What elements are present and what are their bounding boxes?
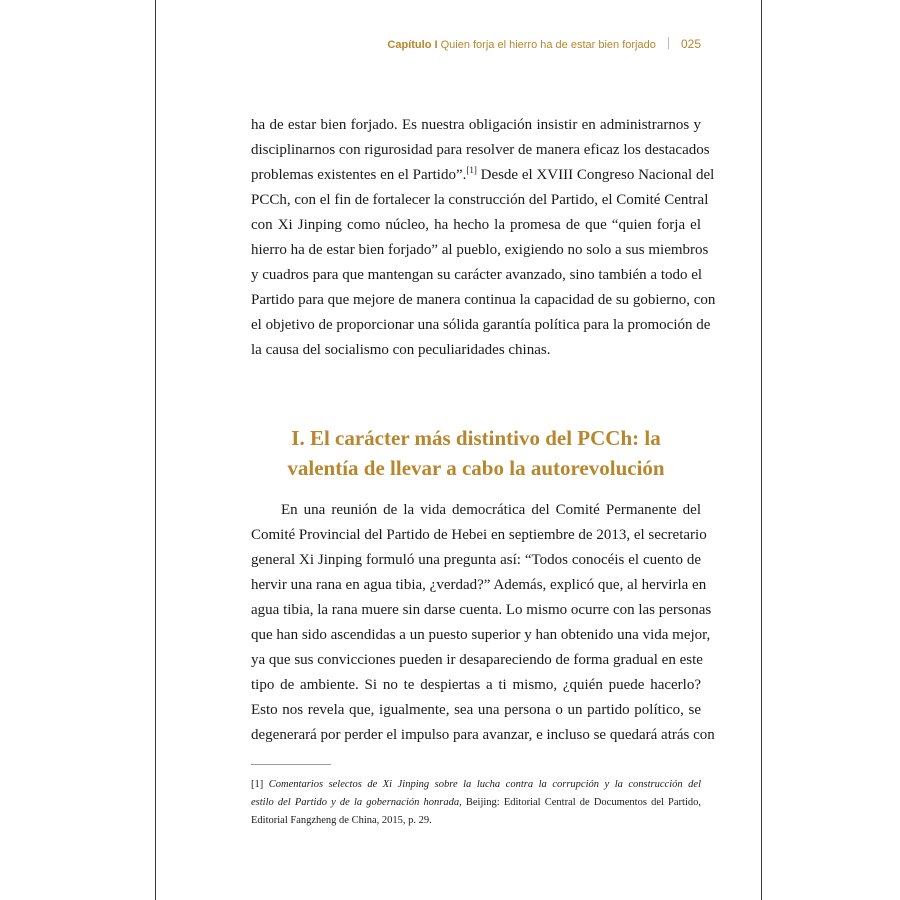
text-line: con Xi Jinping como núcleo, ha hecho la promesa de que “quien forja el: [251, 217, 701, 233]
text-line: Comité Provincial del Partido de Hebei en septiembre de 2013, el secretario: [251, 527, 707, 543]
text-line: degenerará por perder el impulso para avanzar, e incluso se quedará atrás con: [251, 727, 715, 743]
text-line: que han sido ascendidas a un puesto superior y han obtenido una vida mejor,: [251, 627, 711, 643]
chapter-title: Quien forja el hierro ha de estar bien forjado: [440, 39, 656, 51]
header-divider: [668, 37, 669, 49]
footnote-title-cont: estilo del Partido y de la gobernación honrada: [251, 797, 460, 808]
footnote-line: [251, 776, 701, 794]
footnote: [251, 776, 701, 830]
footnote-line: [251, 794, 701, 812]
text-line: tipo de ambiente. Si no te despiertas a ti mismo, ¿quién puede hacerlo?: [251, 677, 701, 693]
running-header: [387, 37, 701, 51]
paragraph-2: [251, 498, 715, 748]
text-line: agua tibia, la rana muere sin darse cuenta. Lo mismo ocurre con las personas: [251, 602, 712, 618]
text-line: Esto nos revela que, igualmente, sea una persona o un partido político, se: [251, 702, 701, 718]
text-line: PCCh, con el fin de fortalecer la construcción del Partido, el Comité Central: [251, 192, 709, 208]
text-line: y cuadros para que mantengan su carácter avanzado, sino también a todo el: [251, 267, 703, 283]
heading-line: valentía de llevar a cabo la autorevolución: [287, 456, 665, 480]
section-heading: [251, 423, 701, 483]
heading-line: I. El carácter más distintivo del PCCh: la: [291, 426, 661, 450]
footnote-reference[interactable]: [1]: [466, 165, 477, 175]
text-segment: problemas existentes en el Partido”.: [251, 167, 467, 183]
paragraph-1: [251, 113, 716, 363]
page-number: 025: [680, 37, 701, 51]
footnote-publisher: , Beijing: Editorial Central de Documentos del Partido,: [459, 797, 701, 808]
text-line: la causa del socialismo con peculiaridades chinas.: [251, 342, 551, 358]
text-line: el objetivo de proporcionar una sólida garantía política para la promoción de: [251, 317, 711, 333]
book-page: [155, 0, 762, 900]
text-line: Partido para que mejore de manera continua la capacidad de su gobierno, con: [251, 292, 716, 308]
footnote-title: Comentarios selectos de Xi Jinping sobre la lucha contra la corrupción y la construcción del: [268, 779, 701, 790]
text-line: ya que sus convicciones pueden ir desapareciendo de forma gradual en este: [251, 652, 703, 668]
footnote-divider: [251, 764, 331, 765]
text-line: general Xi Jinping formuló una pregunta así: “Todos conocéis el cuento de: [251, 552, 701, 568]
text-line: hervir una rana en agua tibia, ¿verdad?” Además, explicó que, al hervirla en: [251, 577, 707, 593]
chapter-label: Capítulo I: [387, 39, 438, 51]
text-line: [251, 163, 715, 188]
text-line: hierro ha de estar bien forjado” al pueblo, exigiendo no solo a sus miembros: [251, 242, 709, 258]
footnote-line: Editorial Fangzheng de China, 2015, p. 29.: [251, 815, 432, 826]
text-line: ha de estar bien forjado. Es nuestra obligación insistir en administrarnos y: [251, 117, 701, 133]
footnote-marker: [1]: [251, 779, 264, 790]
text-line: disciplinarnos con rigurosidad para resolver de manera eficaz los destacados: [251, 142, 710, 158]
text-line: En una reunión de la vida democrática del Comité Permanente del: [281, 502, 701, 518]
text-segment: Desde el XVIII Congreso Nacional del: [476, 167, 715, 183]
